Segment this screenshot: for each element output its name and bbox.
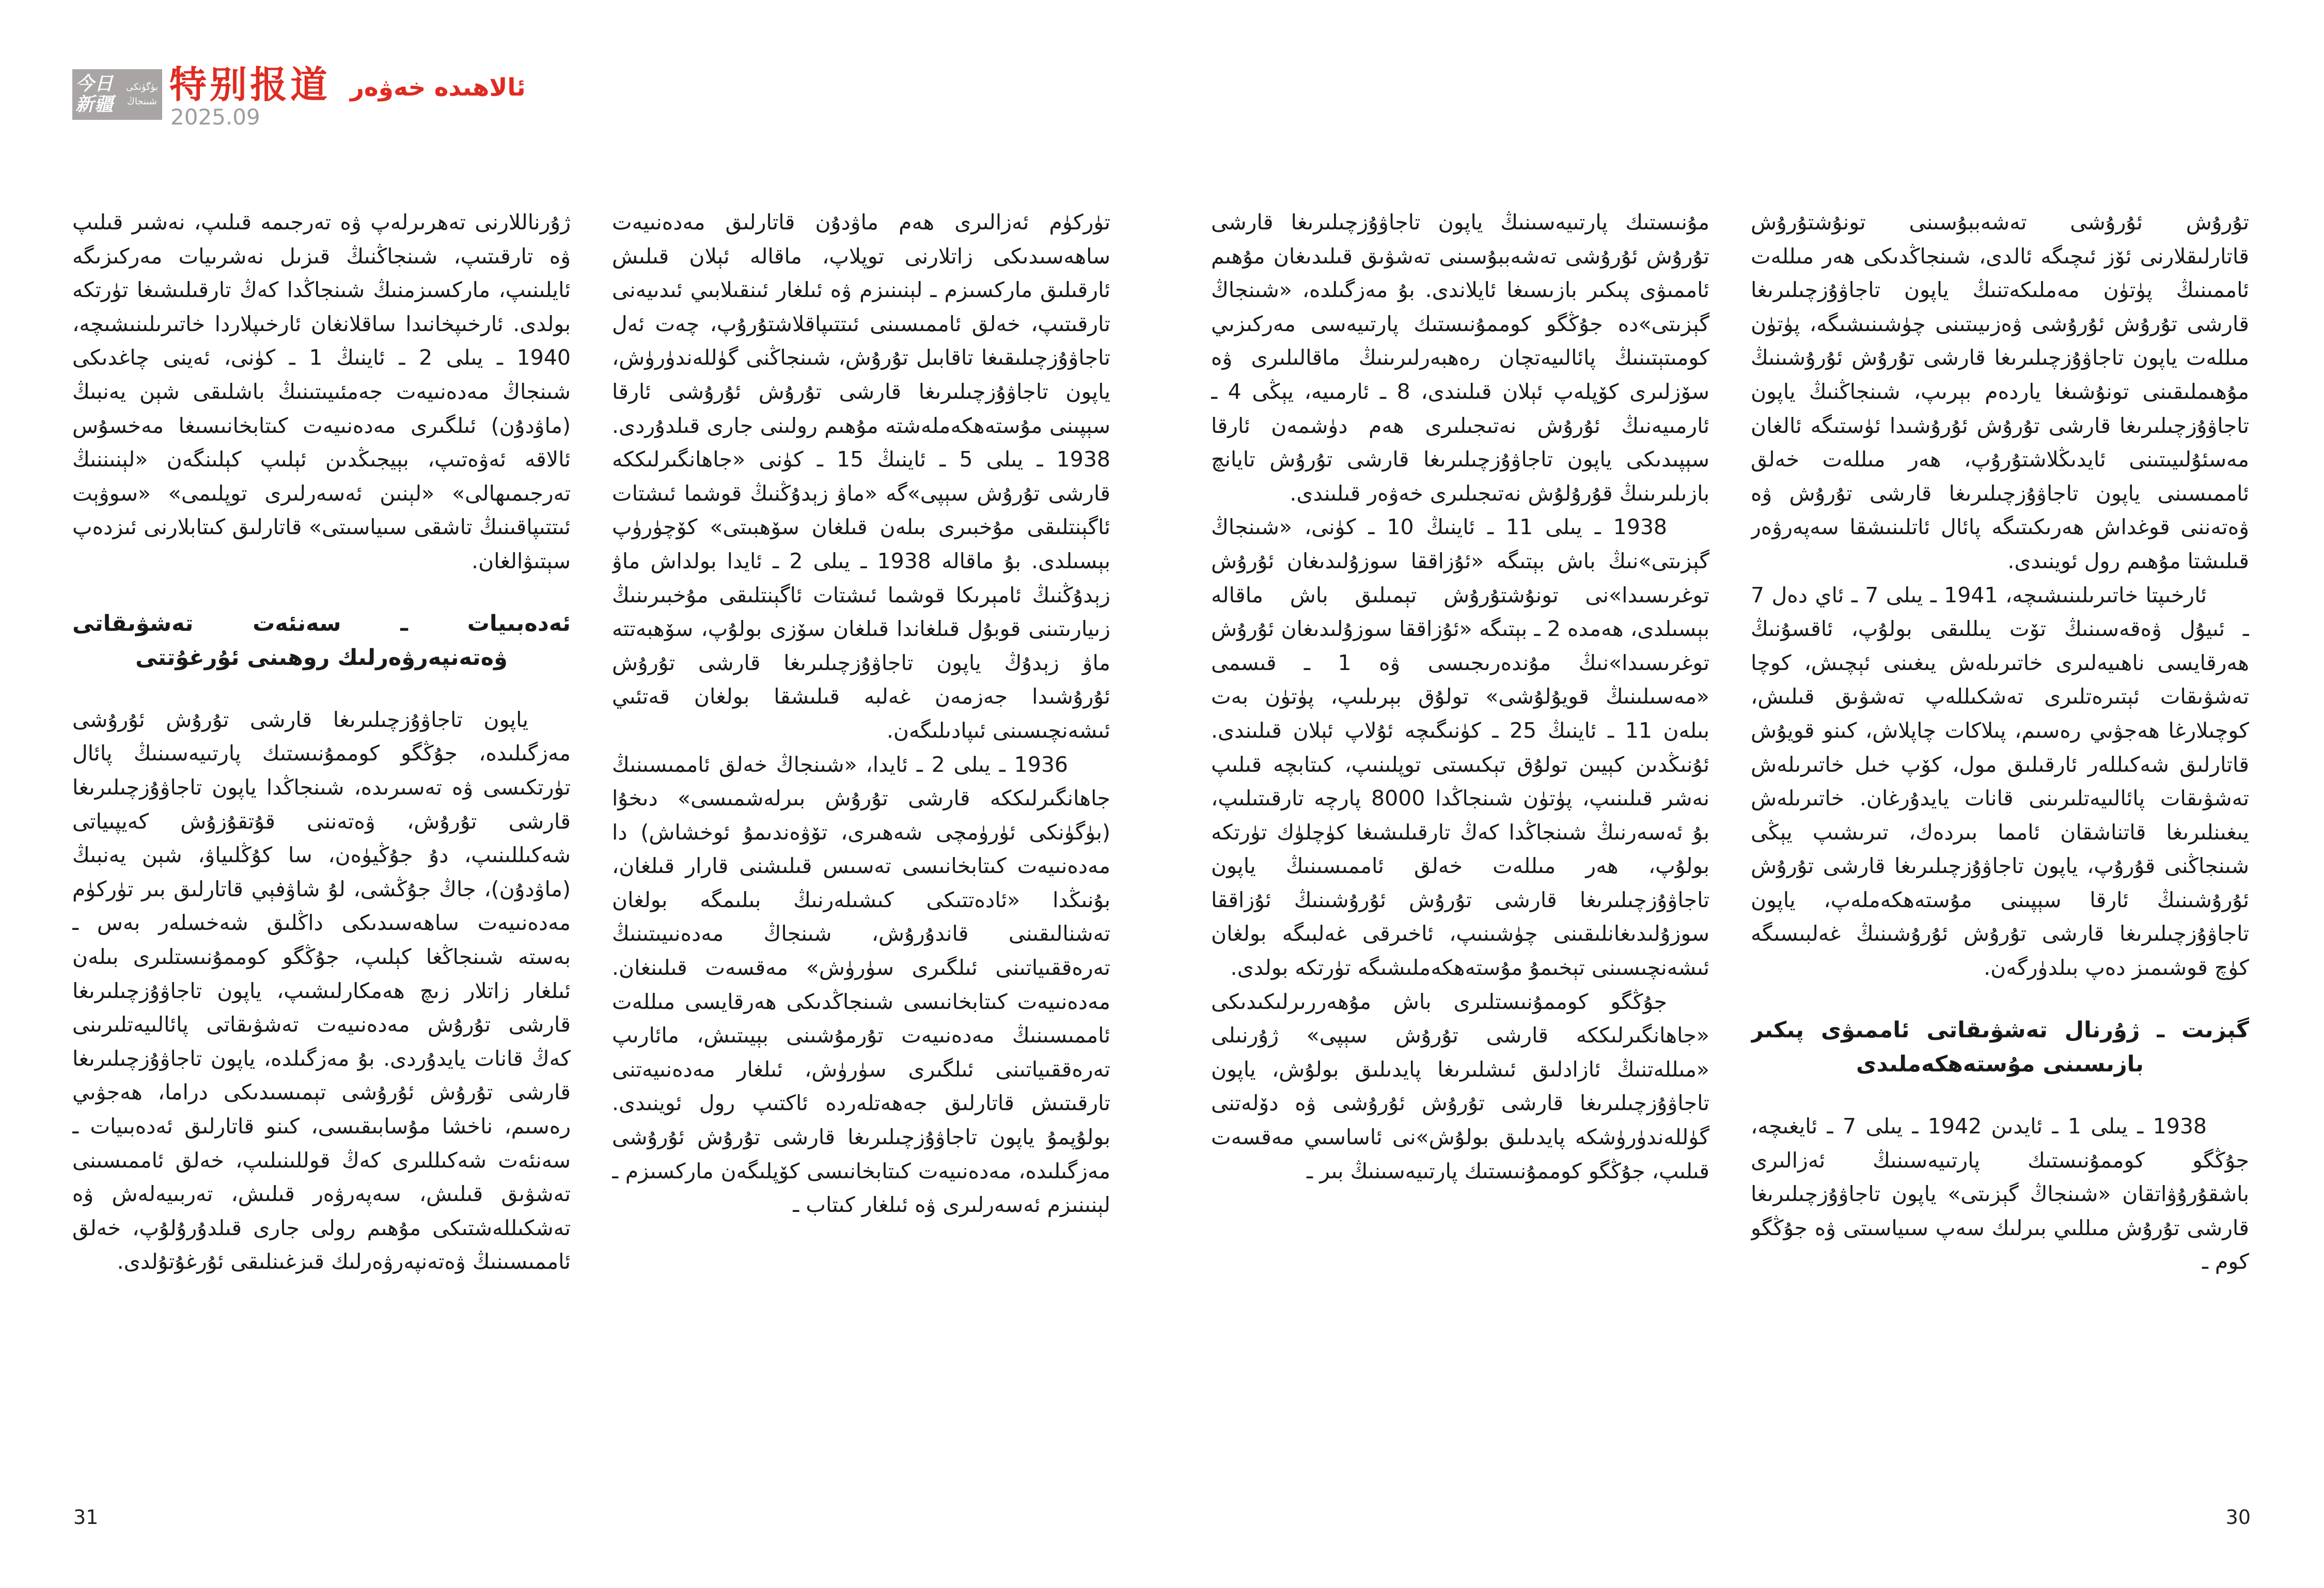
masthead-logo-cn-line1: 今日 bbox=[75, 73, 114, 95]
masthead-logo-cn-line2: 新疆 bbox=[75, 94, 114, 115]
article-paragraph: جۇڭگو كوممۇنىستلىرى باش مۇھەررىرلىكىدىكى «جاھانگىرلىككە قارشى تۇرۇش سېپى» ژۇرنىلى «مىللەتنىڭ ئازادلىق ئىشلىرىغا پايدىلىق بولۇش، ياپون تاجاۋۇزچىلىرىغا قارشى تۇرۇش ئۇرۇشى ۋە دۆلەتنى گۈللەندۈرۈشكە پايدىلىق بولۇش»نى ئاساسىي مەقسەت قىلىپ، جۇڭگو كوممۇنىستىك پارتىيەسىنىڭ بىر ـ bbox=[1211, 989, 1709, 1184]
article-paragraph: ياپون تاجاۋۇزچىلىرىغا قارشى تۇرۇش ئۇرۇشى مەزگىلىدە، جۇڭگو كوممۇنىستىك پارتىيەسىنىڭ پائال تۈرتكىسى ۋە تەسىرىدە، شىنجاڭدا ياپون تاجاۋۇزچىلىرىغا قارشى تۇرۇش، ۋەتەننى قۇتقۇزۇش كەيپىياتى شەكىللىنىپ، دۇ جۇڭيۈەن، سا كۇڭلىياۋ، شېن يەنبىڭ (ماۋدۇن)، جاڭ جۇڭشى، لۇ شاۋفېي قاتارلىق بىر تۈركۈم مەدەنىيەت ساھەسىدىكى داڭلىق شەخسلەر بەس ـ بەستە شىنجاڭغا كېلىپ، جۇڭگو كوممۇنىستلىرى بىلەن ئىلغار زاتلار زىچ ھەمكارلىشىپ، ياپون تاجاۋۇزچىلىرىغا قارشى تۇرۇش مەدەنىيەت تەشۋىقاتى پائالىيەتلىرىنى كەڭ قانات يايدۇردى. بۇ مەزگىلدە، ياپون تاجاۋۇزچىلىرىغا قارشى تۇرۇش ئۇرۇشى تېمىسىدىكى دراما، ھەجۋىي رەسىم، ناخشا مۇسابىقىسى، كىنو قاتارلىق ئەدەبىيات ـ سەنئەت شەكىللىرى كەڭ قوللىنىلىپ، خەلق ئاممىسىنى تەشۋىق قىلىش، سەپەرۋەر قىلىش، تەربىيەلەش ۋە تەشكىللەشتىكى مۇھىم رولى جارى قىلدۇرۇلۇپ، خەلق ئاممىسىنىڭ ۋەتەنپەرۋەرلىك قىزغىنلىقى ئۇرغۇتۇلدى. bbox=[72, 707, 571, 1274]
issue-date: 2025.09 bbox=[170, 104, 260, 130]
masthead-logo-uyghur bbox=[126, 80, 158, 109]
page-number-left: 31 bbox=[73, 1506, 99, 1529]
article-paragraph: 1938 ـ يىلى 1 ـ ئايدىن 1942 ـ يىلى 7 ـ ئايغىچە، جۇڭگو كوممۇنىستىك پارتىيەسىنىڭ ئەزالىرى باشقۇرۇۋاتقان «شىنجاڭ گېزىتى» ياپون تاجاۋۇزچىلىرىغا قارشى تۇرۇش مىللىي بىرلىك سەپ سىياسىتى ۋە جۇڭگو كوم ـ bbox=[1751, 1113, 2249, 1274]
article-paragraph: تۇرۇش ئۇرۇشى تەشەببۇسىنى تونۇشتۇرۇش قاتارلىقلارنى ئۆز ئىچىگە ئالدى، شىنجاڭدىكى ھەر مىللەت ئاممىنىڭ پۈتۈن مەملىكەتنىڭ ياپون تاجاۋۇزچىلىرىغا قارشى تۇرۇش ئۇرۇشى ۋەزىيىتىنى چۈشىنىشىگە، پۈتۈن مىللەت ياپون تاجاۋۇزچىلىرىغا قارشى تۇرۇش ئۇرۇشىنىڭ مۇھىملىقىنى تونۇشىغا ياردەم بېرىپ، شىنجاڭنىڭ ياپون تاجاۋۇزچىلىرىغا قارشى تۇرۇش ئۇرۇشىدا ئۈستىگە ئالغان مەسئۇلىيىتىنى ئايدىڭلاشتۇرۇپ، ھەر مىللەت خەلق ئاممىسىنى ياپون تاجاۋۇزچىلىرىغا قارشى تۇرۇش ۋە ۋەتەننى قوغداش ھەرىكىتىگە پائال ئاتلىنىشقا سەپەرۋەر قىلىشتا مۇھىم رول ئوينىدى. bbox=[1751, 210, 2249, 573]
article-column-2 bbox=[612, 206, 1110, 1510]
article-paragraph: 1938 ـ يىلى 11 ـ ئاينىڭ 10 ـ كۈنى، «شىنجاڭ گېزىتى»نىڭ باش بېتىگە «ئۇزاققا سوزۇلىدىغان ئۇرۇش توغرىسىدا»نى تونۇشتۇرۇش تېمىلىق باش ماقالە بېسىلدى، ھەمدە 2 ـ بېتىگە «ئۇزاققا سوزۇلىدىغان ئۇرۇش توغرىسىدا»نىڭ مۇندەرىجىسى ۋە 1 ـ قىسمى «مەسىلىنىڭ قويۇلۇشى» تولۇق بېرىلىپ، پۈتۈن بەت بىلەن 11 ـ ئاينىڭ 25 ـ كۈنىگىچە ئۇلاپ ئېلان قىلىندى. ئۇنىڭدىن كېيىن تولۇق تېكىستى توپلىنىپ، كىتابچە قىلىپ نەشر قىلىنىپ، پۈتۈن شىنجاڭدا 8000 پارچە تارقىتىلىپ، بۇ ئەسەرنىڭ شىنجاڭدا كەڭ تارقىلىشىغا كۈچلۈك تۈرتكە بولۇپ، ھەر مىللەت خەلق ئاممىسىنىڭ ياپون تاجاۋۇزچىلىرىغا قارشى تۇرۇش ئۇرۇشىنىڭ ئۇزاققا سوزۇلىدىغانلىقىنى چۈشىنىپ، ئاخىرقى غەلبىگە بولغان ئىشەنچىسىنى تېخىمۇ مۇستەھكەملىشىگە تۈرتكە بولدى. bbox=[1211, 515, 1709, 980]
masthead-logo-uy-line2: شىنجاڭ bbox=[127, 96, 157, 107]
page-number-right: 30 bbox=[2225, 1506, 2251, 1529]
section-heading: گېزىت ـ ژۇرنال تەشۋىقاتى ئاممىۋى پىكىر بازىسىنى مۇستەھكەملىدى bbox=[1751, 1017, 2249, 1078]
article-paragraph: مۇنىستىك پارتىيەسىنىڭ ياپون تاجاۋۇزچىلىرىغا قارشى تۇرۇش ئۇرۇشى تەشەببۇسىنى تەشۋىق قىلىدىغان مۇھىم ئاممىۋى پىكىر بازىسىغا ئايلاندى. بۇ مەزگىلدە، «شىنجاڭ گېزىتى»دە جۇڭگو كوممۇنىستىك پارتىيەسى مەركىزىي كومىتېتىنىڭ پائالىيەتچان رەھبەرلىرىنىڭ ماقالىلىرى ۋە سۆزلىرى كۆپلەپ ئېلان قىلىندى، 8 ـ ئارمىيە، يېڭى 4 ـ ئارمىيەنىڭ ئۇرۇش نەتىجىلىرى ھەم دۈشمەن ئارقا سېپىدىكى ياپون تاجاۋۇزچىلىرىغا قارشى تۇرۇش تايانچ بازىلىرىنىڭ قۇرۇلۇش نەتىجىلىرى خەۋەر قىلىندى. bbox=[1211, 210, 1709, 506]
masthead-logo-uy-line1: بۈگۈنكى bbox=[125, 82, 158, 93]
article-paragraph: ئارخىپتا خاتىرىلىنىشىچە، 1941 ـ يىلى 7 ـ ئاي دەل 7 ـ ئىيۇل ۋەقەسىنىڭ تۆت يىللىقى بولۇپ، ئاقسۇنىڭ ھەرقايسى ناھىيەلىرى خاتىرىلەش يىغىنى ئېچىش، كوچا تەشۋىقات ئېتىرەتلىرى تەشكىللەپ تەشۋىق قىلىش، كوچىلارغا ھەجۋىي رەسىم، پىلاكات چاپلاش، كىنو قويۇش قاتارلىق شەكىللەر ئارقىلىق مول، كۆپ خىل خاتىرىلەش تەشۋىقات پائالىيەتلىرىنى قانات يايدۇرغان. خاتىرىلەش يىغىنلىرىغا قاتناشقان ئامما بىردەك، تىرىشىپ يېڭى شىنجاڭنى قۇرۇپ، ياپون تاجاۋۇزچىلىرىغا قارشى تۇرۇش ئۇرۇشىنىڭ ئارقا سېپىنى مۇستەھكەملەپ، ياپون تاجاۋۇزچىلىرىغا قارشى تۇرۇش ئۇرۇشىنىڭ غەلبىسىگە كۈچ قوشىمىز دەپ بىلدۈرگەن. bbox=[1751, 582, 2249, 980]
article-column-1 bbox=[72, 206, 571, 1510]
article-column-4 bbox=[1751, 206, 2249, 1510]
masthead-logo-chinese bbox=[75, 74, 114, 116]
article-paragraph: تۈركۈم ئەزالىرى ھەم ماۋدۇن قاتارلىق مەدەنىيەت ساھەسىدىكى زاتلارنى توپلاپ، ماقالە ئېلان قىلىش ئارقىلىق ماركسىزم ـ لېنىنىزم ۋە ئىلغار ئىنقىلابىي ئىدىيەنى تارقىتىپ، خەلق ئاممىسىنى ئىتتىپاقلاشتۇرۇپ، چەت ئەل تاجاۋۇزچىلىقىغا تاقابىل تۇرۇش، شىنجاڭنى گۈللەندۈرۈش، ياپون تاجاۋۇزچىلىرىغا قارشى تۇرۇش ئۇرۇشى ئارقا سېپىنى مۇستەھكەملەشتە مۇھىم رولىنى جارى قىلدۇردى. 1938 ـ يىلى 5 ـ ئاينىڭ 15 ـ كۈنى «جاھانگىرلىككە قارشى تۇرۇش سېپى»گە «ماۋ زېدۇڭنىڭ قوشما ئىشتات ئاگېنتلىقى مۇخبىرى بىلەن قىلغان سۆھبىتى» كۆچۈرۈپ بېسىلدى. بۇ ماقالە 1938 ـ يىلى 2 ـ ئايدا بولداش ماۋ زېدۇڭنىڭ ئامېرىكا قوشما ئىشتات ئاگېنتلىقى مۇخبىرىنىڭ زىيارىتىنى قوبۇل قىلغاندا قىلغان سۆزى بولۇپ، سۆھبەتتە ماۋ زېدۇڭ ياپون تاجاۋۇزچىلىرىغا قارشى تۇرۇش ئۇرۇشىدا جەزمەن غەلبە قىلىشقا بولغان قەتئىي ئىشەنچىسىنى ئىپادىلىگەن. bbox=[612, 210, 1110, 743]
masthead-logo bbox=[72, 69, 162, 120]
section-heading: ئەدەبىيات ـ سەنئەت تەشۋىقاتى ۋەتەنپەرۋەرلىك روھىنى ئۇرغۇتتى bbox=[72, 610, 571, 671]
article-paragraph: ژۇرناللارنى تەھرىرلەپ ۋە تەرجىمە قىلىپ، نەشىر قىلىپ ۋە تارقىتىپ، شىنجاڭنىڭ قىزىل نەشرىيات مەركىزىگە ئايلىنىپ، ماركسىزمنىڭ شىنجاڭدا كەڭ تارقىلىشىغا تۈرتكە بولدى. ئارخىپخانىدا ساقلانغان ئارخىپلاردا خاتىرىلىنىشىچە، 1940 ـ يىلى 2 ـ ئاينىڭ 1 ـ كۈنى، ئەينى چاغدىكى شىنجاڭ مەدەنىيەت جەمئىيىتىنىڭ باشلىقى شېن يەنبىڭ (ماۋدۇن) ئىلگىرى مەدەنىيەت كىتابخانىسىغا مەخسۇس ئالاقە ئەۋەتىپ، بېيجىڭدىن ئېلىپ كېلىنگەن «لېنىننىڭ تەرجىمىھالى» «لېنىن ئەسەرلىرى توپلىمى» «سوۋېت ئىتتىپاقىنىڭ تاشقى سىياسىتى» قاتارلىق كىتابلارنى ئىزدەپ سېتىۋالغان. bbox=[72, 210, 571, 573]
article-column-3 bbox=[1211, 206, 1709, 1510]
article-paragraph: 1936 ـ يىلى 2 ـ ئايدا، «شىنجاڭ خەلق ئاممىسىنىڭ جاھانگىرلىككە قارشى تۇرۇش بىرلەشمىسى» دىخۇا (بۈگۈنكى ئۈرۈمچى شەھىرى، تۆۋەندىمۇ ئوخشاش) دا مەدەنىيەت كىتابخانىسى تەسىس قىلىشنى قارار قىلغان، بۇنىڭدا «ئادەتتىكى كىشىلەرنىڭ بىلىمگە بولغان تەشنالىقىنى قاندۇرۇش، شىنجاڭ مەدەنىيىتىنىڭ تەرەققىياتىنى ئىلگىرى سۈرۈش» مەقسەت قىلىنغان. مەدەنىيەت كىتابخانىسى شىنجاڭدىكى ھەرقايسى مىللەت ئاممىسىنىڭ مەدەنىيەت تۇرمۇشىنى بېيىتىش، مائارىپ تەرەققىياتىنى ئىلگىرى سۈرۈش، ئىلغار مەدەنىيەتنى تارقىتىش قاتارلىق جەھەتلەردە ئاكتىپ رول ئوينىدى. بولۇپمۇ ياپون تاجاۋۇزچىلىرىغا قارشى تۇرۇش ئۇرۇشى مەزگىلىدە، مەدەنىيەت كىتابخانىسى كۆپلىگەن ماركسىزم ـ لېنىنىزم ئەسەرلىرى ۋە ئىلغار كىتاب ـ bbox=[612, 752, 1110, 1218]
section-title-uyghur: ئالاھىدە خەۋەر bbox=[350, 73, 526, 102]
section-title-chinese: 特别报道 bbox=[169, 63, 331, 106]
